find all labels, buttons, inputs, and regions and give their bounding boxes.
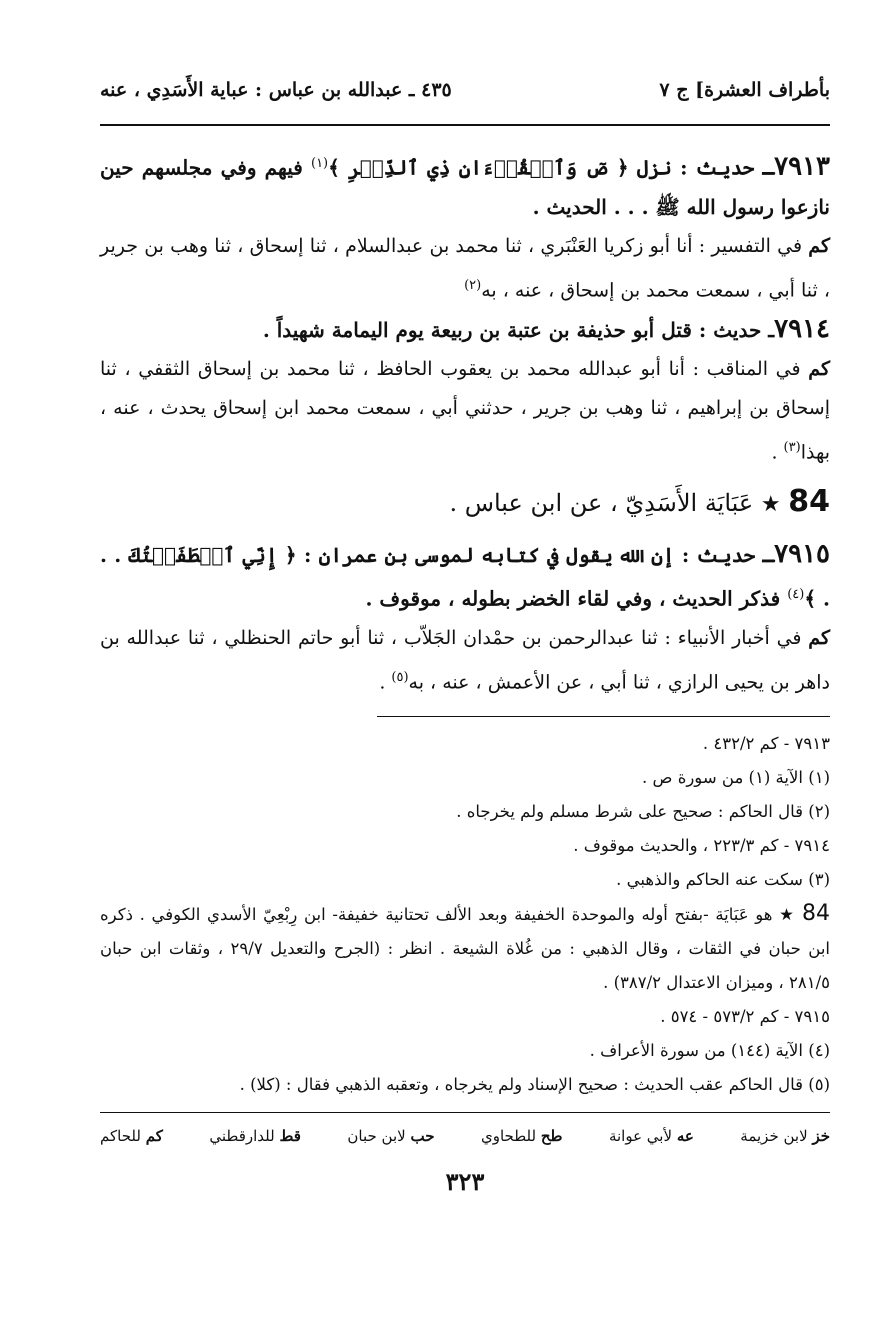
isnad-7913	[100, 227, 830, 310]
footnote-84	[100, 897, 830, 1000]
section-title: عَبَايَة الأَسَدِيّ ، عن ابن عباس .	[449, 489, 754, 518]
hadith-entry-7914	[100, 310, 830, 350]
footnote: (٣) سكت عنه الحاكم والذهبي .	[616, 870, 830, 890]
hadith-head: ـ حديث : قتل أبو حذيفة بن عتبة بن ربيعة يوم اليمامة شهيداً .	[262, 317, 775, 342]
star-icon: ★	[760, 492, 781, 518]
footnote-ref: (٢)	[464, 277, 482, 293]
hadith-head: ـ حديث : إن الله يقول في كتابه لموسى بن عمران : ﴿ إِنِّي ٱصۡطَفَيۡتُكَ . . . ﴾	[100, 543, 830, 611]
hadith-head-rest: فيهم وفي مجلسهم حين نازعوا رسول الله ﷺ . . . الحديث .	[100, 155, 830, 219]
header-rule	[100, 124, 830, 126]
section-number: 84	[802, 901, 831, 927]
source-code: كم	[808, 626, 830, 649]
footnote-ref: (٥)	[391, 669, 409, 685]
isnad-text: في المناقب : أنا أبو عبدالله محمد بن يعقوب الحافظ ، ثنا محمد بن إسحاق الثقفي ، ثنا إسحاق بن إبراهيم ، ثنا وهب بن جرير ، حدثني أبي ، سمعت محمد ابن إسحاق يحدث ، عنه ، بهذا	[100, 357, 830, 464]
isnad-text: في التفسير : أنا أبو زكريا العَنْبَري ، ثنا محمد بن عبدالسلام ، ثنا إسحاق ، ثنا وهب بن جرير ، ثنا أبي ، سمعت محمد بن إسحاق ، عنه ، به	[100, 234, 830, 301]
footnote: ٧٩١٤ - كم ٢٢٣/٣ ، والحديث موقوف .	[573, 836, 830, 856]
footnote: (٥) قال الحاكم عقب الحديث : صحيح الإسناد ولم يخرجاه ، وتعقبه الذهبي فقال : (كلا) .	[239, 1075, 830, 1095]
isnad-7915: كم في أخبار الأنبياء : ثنا عبدالرحمن بن حمْدان الجَلاّب ، ثنا أبو حاتم الحنظلي ، ثنا عبدالله بن داهر بن يحيى الرازي ، ثنا أبي ، عن الأعمش ، عنه ، به$^{(٥)}$ .	[100, 626, 830, 694]
hadith-entry-7913	[100, 144, 830, 227]
footnote-ref: (٣)	[783, 439, 801, 455]
hadith-number: ٧٩١٥	[774, 539, 830, 570]
source-code: كم	[808, 357, 830, 380]
abbrev-item: كم للحاكم	[100, 1127, 163, 1146]
page-number: ٣٢٣	[445, 1167, 485, 1197]
hadith-head-rest: فذكر الحديث ، وفي لقاء الخضر بطوله ، موقوف .	[365, 586, 788, 611]
footnote: ٧٩١٣ - كم ٤٣٢/٢ .	[702, 734, 830, 754]
isnad-7914: كم في المناقب : أنا أبو عبدالله محمد بن يعقوب الحافظ ، ثنا محمد بن إسحاق الثقفي ، ثنا إسحاق بن إبراهيم ، ثنا وهب بن جرير ، حدثني أبي ، سمعت محمد ابن إسحاق يحدث ، عنه ، بهذا$^{(٣)}$ .	[100, 357, 830, 464]
hadith-head: ـ حديث : نزل ﴿ صٓ وَٱلۡقُرۡءَانِ ذِي ٱلذِّكۡرِ ﴾	[328, 155, 775, 180]
abbrev-item: قط للدارقطني	[209, 1127, 301, 1146]
book-page	[100, 70, 830, 1297]
footnote: ٧٩١٥ - كم ٥٧٣/٢ - ٥٧٤ .	[660, 1007, 830, 1027]
narrator-section-heading	[100, 476, 830, 531]
bottom-rule	[100, 1112, 830, 1113]
footnote: (٢) قال الحاكم : صحيح على شرط مسلم ولم يخرجاه .	[456, 802, 830, 822]
footnote-ref: (١)	[310, 156, 329, 171]
abbreviation-key	[100, 1127, 830, 1145]
footnotes	[100, 727, 830, 1102]
abbrev-item: عه لأبي عوانة	[608, 1127, 694, 1146]
page-header	[100, 70, 830, 110]
footnote: (١) الآية (١) من سورة ص .	[642, 768, 830, 788]
book-title: بأطراف العشرة] ج ٧	[659, 79, 830, 101]
star-icon: ★	[779, 905, 796, 925]
footnote-rule	[377, 716, 830, 717]
abbrev-item: خز لابن خزيمة	[740, 1127, 830, 1146]
abbrev-item: حب لابن حبان	[347, 1127, 435, 1146]
isnad-text: في أخبار الأنبياء : ثنا عبدالرحمن بن حمْدان الجَلاّب ، ثنا أبو حاتم الحنظلي ، ثنا عبدالله بن داهر بن يحيى الرازي ، ثنا أبي ، عن الأعمش ، عنه ، به	[100, 626, 830, 694]
abbrev-item: طح للطحاوي	[480, 1127, 563, 1146]
footnote: (٤) الآية (١٤٤) من سورة الأعراف .	[589, 1041, 830, 1061]
section-number: 84	[788, 484, 830, 520]
hadith-number: ٧٩١٣	[774, 151, 830, 182]
source-code: كم	[808, 234, 830, 257]
running-title: ٤٣٥ ـ عبدالله بن عباس : عباية الأَسَدِي ، عنه	[100, 79, 452, 101]
footnote-ref: (٤)	[787, 587, 805, 603]
hadith-number: ٧٩١٤	[774, 313, 830, 344]
hadith-entry-7915	[100, 535, 830, 619]
footnote-text: هو عَبَايَة -بفتح أوله والموحدة الخفيفة وبعد الألف تحتانية خفيفة- ابن رِبْعِيّ الأسدي الكوفي . ذكره ابن حبان في الثقات ، وقال الذهبي : من غُلاة الشيعة . انظر : (الجرح والتعديل ٢٩/٧ ، وثقات ابن حبان ٢٨١/٥ ، وميزان الاعتدال ٣٨٧/٢) .	[100, 905, 830, 993]
